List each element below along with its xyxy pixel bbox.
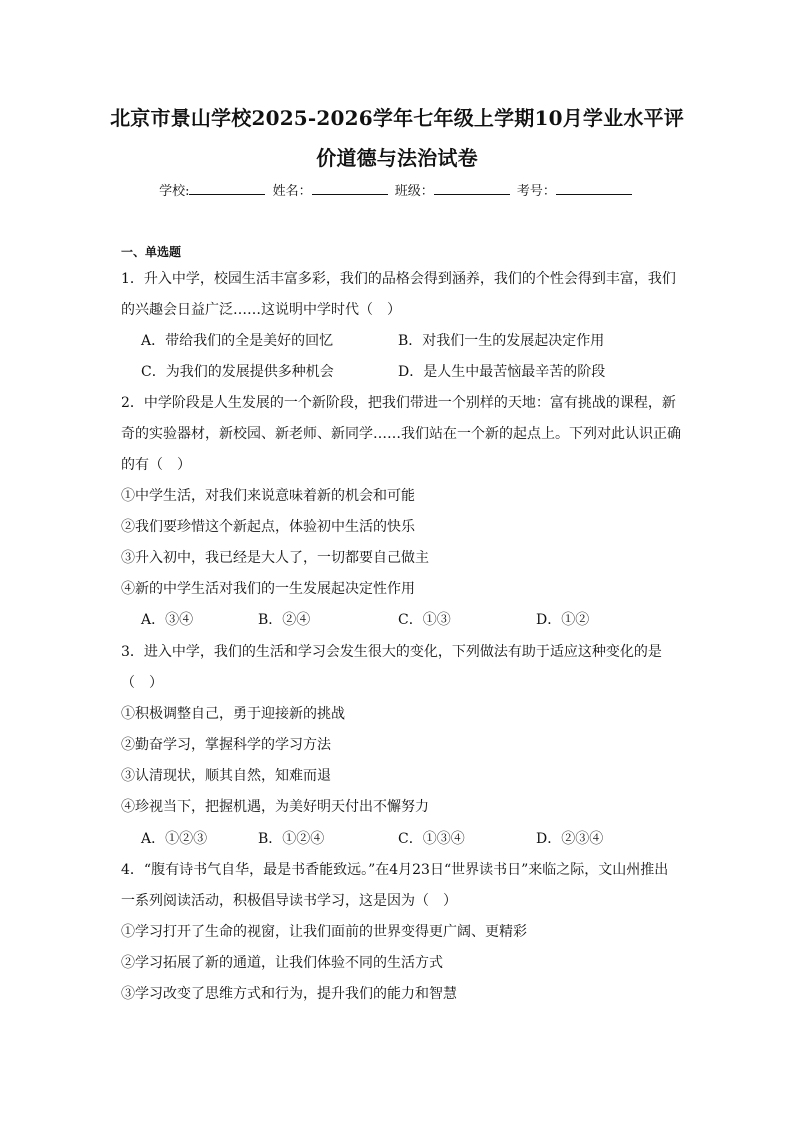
q3-option-c: C．①③④: [398, 831, 465, 847]
q1-option-a: A．带给我们的全是美好的回忆: [141, 333, 334, 349]
q2-stem-line3: 的有（ ）: [121, 457, 191, 473]
school-blank[interactable]: [189, 181, 265, 195]
q2-stem-line1: 2．中学阶段是人生发展的一个新阶段，把我们带进一个别样的天地：富有挑战的课程，新: [121, 395, 676, 411]
q4-item-3: ③学习改变了思维方式和行为，提升我们的能力和智慧: [121, 986, 457, 1002]
q2-option-d: D．①②: [536, 612, 590, 628]
q3-item-1: ①积极调整自己，勇于迎接新的挑战: [121, 706, 345, 722]
exam-title-line2: 价道德与法治试卷: [316, 146, 478, 170]
exam-number-blank[interactable]: [556, 181, 632, 195]
q2-item-2: ②我们要珍惜这个新起点，体验初中生活的快乐: [121, 519, 415, 535]
q2-option-a: A．③④: [141, 612, 194, 628]
q1-stem-line1: 1．升入中学，校园生活丰富多彩，我们的品格会得到涵养，我们的个性会得到丰富，我们: [121, 271, 676, 287]
q3-option-a: A．①②③: [141, 831, 208, 847]
q2-item-4: ④新的中学生活对我们的一生发展起决定性作用: [121, 581, 415, 597]
section-heading: 一、单选题: [121, 245, 182, 259]
q1-option-b: B．对我们一生的发展起决定作用: [398, 333, 605, 349]
q3-option-b: B．①②④: [258, 831, 325, 847]
q3-stem-line1: 3．进入中学，我们的生活和学习会发生很大的变化，下列做法有助于适应这种变化的是: [121, 644, 662, 660]
q4-item-2: ②学习拓展了新的通道，让我们体验不同的生活方式: [121, 955, 443, 971]
q2-option-b: B．②④: [258, 612, 311, 628]
q3-item-4: ④珍视当下，把握机遇，为美好明天付出不懈努力: [121, 799, 429, 815]
q3-item-3: ③认清现状，顺其自然，知难而退: [121, 768, 331, 784]
q3-item-2: ②勤奋学习，掌握科学的学习方法: [121, 737, 331, 753]
name-blank[interactable]: [312, 181, 388, 195]
class-label: 班级：: [394, 184, 434, 199]
exam-title-line1: 北京市景山学校2025-2026学年七年级上学期10月学业水平评: [110, 106, 684, 130]
class-blank[interactable]: [434, 181, 510, 195]
q3-stem-line2: （ ）: [121, 675, 163, 691]
exam-number-label: 考号：: [516, 184, 556, 199]
q1-option-c: C．为我们的发展提供多种机会: [141, 364, 334, 380]
q4-item-1: ①学习打开了生命的视窗，让我们面前的世界变得更广阔、更精彩: [121, 924, 527, 940]
student-info-row: [0, 181, 794, 201]
q4-stem-line2: 一系列阅读活动，积极倡导读书学习，这是因为（ ）: [121, 893, 457, 909]
q2-item-3: ③升入初中，我已经是大人了，一切都要自己做主: [121, 550, 429, 566]
school-label: 学校:: [159, 184, 190, 199]
name-label: 姓名：: [272, 184, 312, 199]
q2-option-c: C．①③: [398, 612, 451, 628]
q1-option-d: D．是人生中最苦恼最辛苦的阶段: [398, 364, 606, 380]
q2-stem-line2: 奇的实验器材，新校园、新老师、新同学……我们站在一个新的起点上。下列对此认识正确: [121, 426, 681, 442]
q4-stem-line1: 4．“腹有诗书气自华，最是书香能致远。”在4月23日“世界读书日”来临之际，文山州推出: [121, 862, 669, 878]
q3-option-d: D．②③④: [536, 831, 604, 847]
q2-item-1: ①中学生活，对我们来说意味着新的机会和可能: [121, 488, 415, 504]
q1-stem-line2: 的兴趣会日益广泛……这说明中学时代（ ）: [121, 302, 401, 318]
